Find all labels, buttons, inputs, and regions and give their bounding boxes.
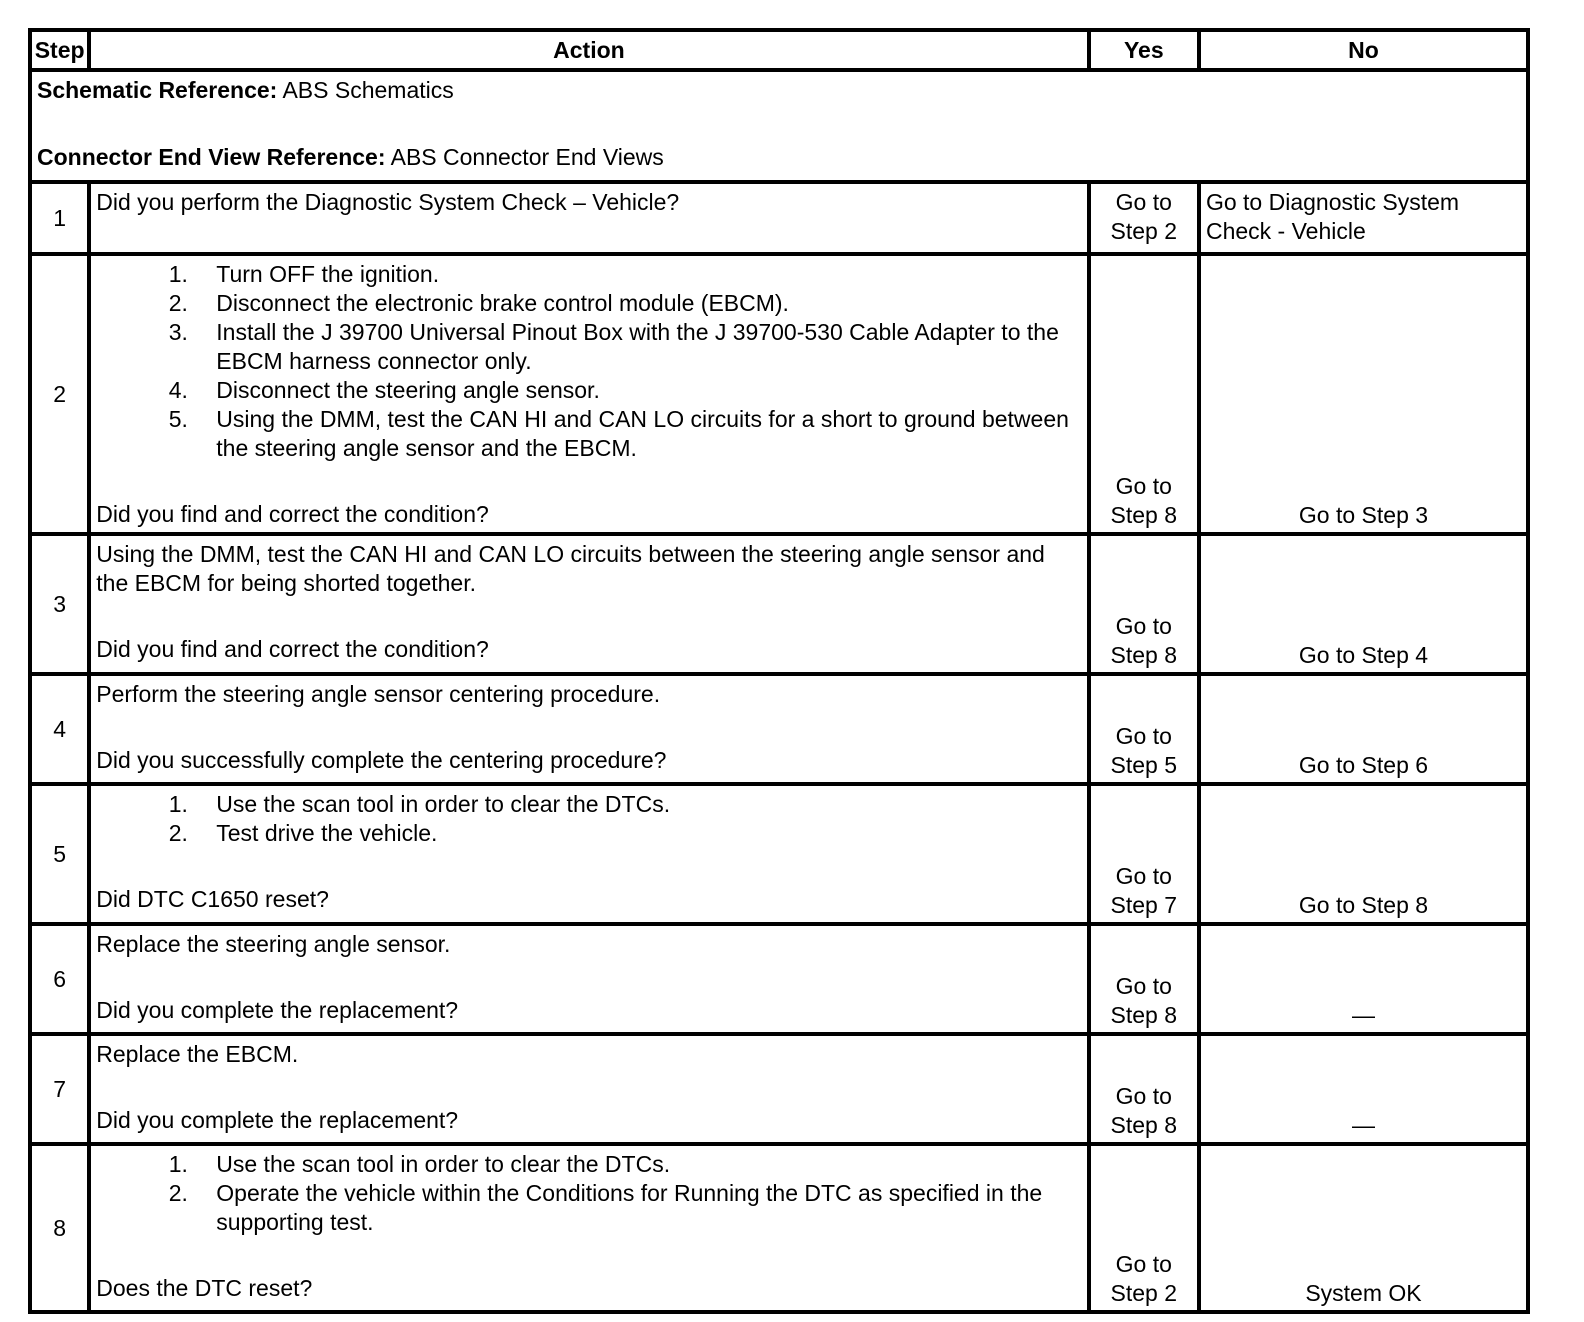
table-row — [30, 1144, 1528, 1312]
list-item: 1. Turn OFF the ignition. — [194, 260, 1081, 289]
list-item: 2. Operate the vehicle within the Conditions for Running the DTC as specified in the supporting test. — [194, 1179, 1081, 1237]
table-row — [30, 534, 1528, 674]
yes-cell: Go to Step 7 — [1089, 784, 1199, 924]
yes-cell: Go to Step 8 — [1089, 254, 1199, 534]
yes-cell: Go to Step 2 — [1089, 1144, 1199, 1312]
reference-cell — [30, 70, 1528, 182]
connector-reference-value: ABS Connector End Views — [385, 144, 664, 170]
action-cell — [89, 1034, 1088, 1144]
table-row — [30, 182, 1528, 254]
no-cell: — — [1199, 924, 1528, 1034]
schematic-reference — [37, 76, 1521, 105]
action-cell: Did you perform the Diagnostic System Check – Vehicle? — [89, 182, 1088, 254]
action-text: Perform the steering angle sensor centering procedure. — [96, 681, 661, 707]
diagnostic-table — [28, 28, 1530, 1314]
no-cell: Go to Step 8 — [1199, 784, 1528, 924]
step-number: 3 — [30, 534, 89, 674]
action-cell — [89, 1144, 1088, 1312]
schematic-reference-value: ABS Schematics — [277, 77, 454, 103]
step-number: 1 — [30, 182, 89, 254]
action-question: Did you find and correct the condition? — [96, 501, 489, 527]
step-number: 5 — [30, 784, 89, 924]
table-row — [30, 924, 1528, 1034]
yes-cell: Go to Step 2 — [1089, 182, 1199, 254]
table-row — [30, 1034, 1528, 1144]
action-cell — [89, 784, 1088, 924]
header-action: Action — [89, 30, 1088, 70]
action-question: Did you complete the replacement? — [96, 1107, 459, 1133]
action-list — [96, 790, 1081, 848]
action-question: Did you find and correct the condition? — [96, 636, 489, 662]
no-cell: Go to Step 6 — [1199, 674, 1528, 784]
action-question: Did you successfully complete the centering procedure? — [96, 747, 667, 773]
list-item: 5. Using the DMM, test the CAN HI and CAN LO circuits for a short to ground between the steering angle sensor and the EBCM. — [194, 405, 1081, 463]
action-text: Using the DMM, test the CAN HI and CAN LO circuits between the steering angle sensor and the EBCM for being shorted together. — [96, 541, 1045, 596]
action-list — [96, 1150, 1081, 1237]
action-list — [96, 260, 1081, 463]
action-question: Did you complete the replacement? — [96, 997, 459, 1023]
action-question: Does the DTC reset? — [96, 1275, 313, 1301]
header-row — [30, 30, 1528, 70]
no-cell: Go to Diagnostic System Check - Vehicle — [1199, 182, 1528, 254]
table-row — [30, 254, 1528, 534]
action-cell — [89, 534, 1088, 674]
schematic-reference-label: Schematic Reference: — [37, 77, 278, 103]
no-cell: System OK — [1199, 1144, 1528, 1312]
header-yes: Yes — [1089, 30, 1199, 70]
step-number: 6 — [30, 924, 89, 1034]
step-number: 8 — [30, 1144, 89, 1312]
list-item: 1. Use the scan tool in order to clear the DTCs. — [194, 790, 1081, 819]
yes-cell: Go to Step 8 — [1089, 534, 1199, 674]
list-item: 2. Test drive the vehicle. — [194, 819, 1081, 848]
list-item: 4. Disconnect the steering angle sensor. — [194, 376, 1081, 405]
action-text: Replace the steering angle sensor. — [96, 931, 451, 957]
connector-reference-label: Connector End View Reference: — [37, 144, 386, 170]
list-item: 3. Install the J 39700 Universal Pinout Box with the J 39700-530 Cable Adapter to the EBCM harness connector only. — [194, 318, 1081, 376]
step-number: 7 — [30, 1034, 89, 1144]
table-row — [30, 784, 1528, 924]
header-step: Step — [30, 30, 89, 70]
table-row — [30, 674, 1528, 784]
action-cell — [89, 254, 1088, 534]
list-item: 1. Use the scan tool in order to clear the DTCs. — [194, 1150, 1081, 1179]
action-text: Replace the EBCM. — [96, 1041, 299, 1067]
yes-cell: Go to Step 5 — [1089, 674, 1199, 784]
header-no: No — [1199, 30, 1528, 70]
no-cell: — — [1199, 1034, 1528, 1144]
yes-cell: Go to Step 8 — [1089, 1034, 1199, 1144]
no-cell: Go to Step 4 — [1199, 534, 1528, 674]
step-number: 2 — [30, 254, 89, 534]
action-cell — [89, 674, 1088, 784]
step-number: 4 — [30, 674, 89, 784]
reference-row — [30, 70, 1528, 182]
action-cell — [89, 924, 1088, 1034]
no-cell: Go to Step 3 — [1199, 254, 1528, 534]
yes-cell: Go to Step 8 — [1089, 924, 1199, 1034]
connector-reference — [37, 143, 1521, 172]
action-question: Did DTC C1650 reset? — [96, 886, 329, 912]
list-item: 2. Disconnect the electronic brake control module (EBCM). — [194, 289, 1081, 318]
